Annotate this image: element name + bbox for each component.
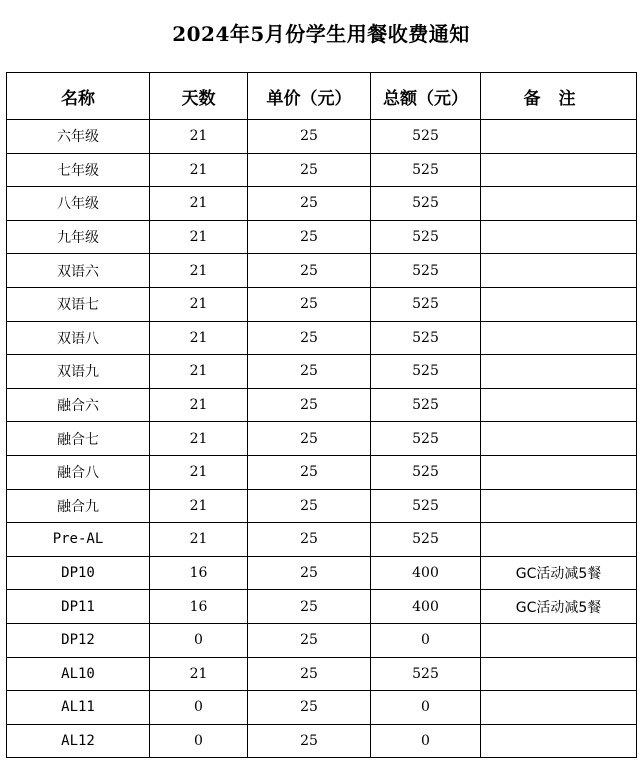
table-row [7,254,637,288]
cell-name: 七年级 [7,153,150,187]
cell-unit-price: 25 [248,187,371,221]
cell-days: 21 [150,455,248,489]
cell-days: 21 [150,254,248,288]
table-row [7,220,637,254]
cell-name: 双语九 [7,355,150,389]
cell-unit-price: 25 [248,590,371,624]
cell-total: 525 [371,187,481,221]
cell-total: 525 [371,523,481,557]
cell-unit-price: 25 [248,489,371,523]
cell-days: 16 [150,556,248,590]
table-row [7,489,637,523]
table-row [7,355,637,389]
cell-total: 525 [371,422,481,456]
cell-days: 21 [150,422,248,456]
table-row [7,724,637,758]
cell-name: AL10 [7,657,150,691]
table-row [7,287,637,321]
cell-total: 525 [371,287,481,321]
table-header-row [7,73,637,120]
header-note: 备注 [481,73,637,120]
header-unit-price: 单价（元） [248,73,371,120]
cell-unit-price: 25 [248,422,371,456]
header-total: 总额（元） [371,73,481,120]
cell-note [481,153,637,187]
cell-name: AL11 [7,691,150,725]
table-row [7,321,637,355]
table-row [7,187,637,221]
cell-name: 双语八 [7,321,150,355]
header-name: 名称 [7,73,150,120]
cell-unit-price: 25 [248,724,371,758]
cell-total: 400 [371,590,481,624]
cell-unit-price: 25 [248,287,371,321]
table-body [7,120,637,758]
cell-total: 525 [371,388,481,422]
cell-total: 525 [371,153,481,187]
cell-name: 双语六 [7,254,150,288]
cell-note [481,187,637,221]
table-row [7,153,637,187]
cell-unit-price: 25 [248,254,371,288]
cell-note [481,120,637,154]
cell-days: 21 [150,355,248,389]
table-row [7,556,637,590]
cell-note [481,321,637,355]
cell-unit-price: 25 [248,388,371,422]
cell-total: 525 [371,254,481,288]
cell-days: 0 [150,691,248,725]
cell-name: DP11 [7,590,150,624]
cell-name: 融合七 [7,422,150,456]
cell-note [481,355,637,389]
cell-note: GC活动减5餐 [481,556,637,590]
cell-days: 21 [150,120,248,154]
fee-table [6,72,637,758]
cell-days: 16 [150,590,248,624]
cell-total: 525 [371,455,481,489]
table-row [7,388,637,422]
table-row [7,455,637,489]
cell-name: 九年级 [7,220,150,254]
cell-note [481,623,637,657]
cell-unit-price: 25 [248,220,371,254]
cell-days: 21 [150,187,248,221]
header-days: 天数 [150,73,248,120]
cell-total: 525 [371,489,481,523]
cell-days: 21 [150,287,248,321]
cell-days: 0 [150,724,248,758]
cell-days: 21 [150,388,248,422]
cell-name: AL12 [7,724,150,758]
cell-total: 525 [371,355,481,389]
cell-days: 21 [150,220,248,254]
table-row [7,523,637,557]
cell-total: 0 [371,691,481,725]
cell-note: GC活动减5餐 [481,590,637,624]
table-row [7,422,637,456]
cell-name: 六年级 [7,120,150,154]
cell-name: DP10 [7,556,150,590]
cell-unit-price: 25 [248,153,371,187]
cell-name: 融合八 [7,455,150,489]
cell-total: 0 [371,724,481,758]
cell-total: 525 [371,321,481,355]
cell-note [481,523,637,557]
cell-note [481,388,637,422]
table-row [7,623,637,657]
cell-unit-price: 25 [248,657,371,691]
page-title: 2024年5月份学生用餐收费通知 [172,22,470,46]
cell-days: 21 [150,657,248,691]
cell-name: 八年级 [7,187,150,221]
cell-total: 525 [371,657,481,691]
cell-days: 0 [150,623,248,657]
cell-days: 21 [150,321,248,355]
cell-unit-price: 25 [248,691,371,725]
cell-note [481,657,637,691]
table-row [7,691,637,725]
cell-unit-price: 25 [248,321,371,355]
cell-name: 双语七 [7,287,150,321]
cell-name: DP12 [7,623,150,657]
cell-total: 525 [371,120,481,154]
cell-name: 融合九 [7,489,150,523]
cell-name: 融合六 [7,388,150,422]
cell-total: 525 [371,220,481,254]
cell-note [481,691,637,725]
table-row [7,657,637,691]
cell-unit-price: 25 [248,120,371,154]
cell-unit-price: 25 [248,455,371,489]
cell-days: 21 [150,153,248,187]
cell-note [481,220,637,254]
cell-note [481,724,637,758]
cell-note [481,455,637,489]
table-row [7,120,637,154]
cell-unit-price: 25 [248,623,371,657]
cell-note [481,489,637,523]
cell-note [481,254,637,288]
cell-unit-price: 25 [248,355,371,389]
cell-name: Pre-AL [7,523,150,557]
cell-note [481,287,637,321]
table-row [7,590,637,624]
cell-unit-price: 25 [248,556,371,590]
cell-total: 0 [371,623,481,657]
cell-unit-price: 25 [248,523,371,557]
cell-note [481,422,637,456]
cell-days: 21 [150,489,248,523]
cell-days: 21 [150,523,248,557]
cell-total: 400 [371,556,481,590]
